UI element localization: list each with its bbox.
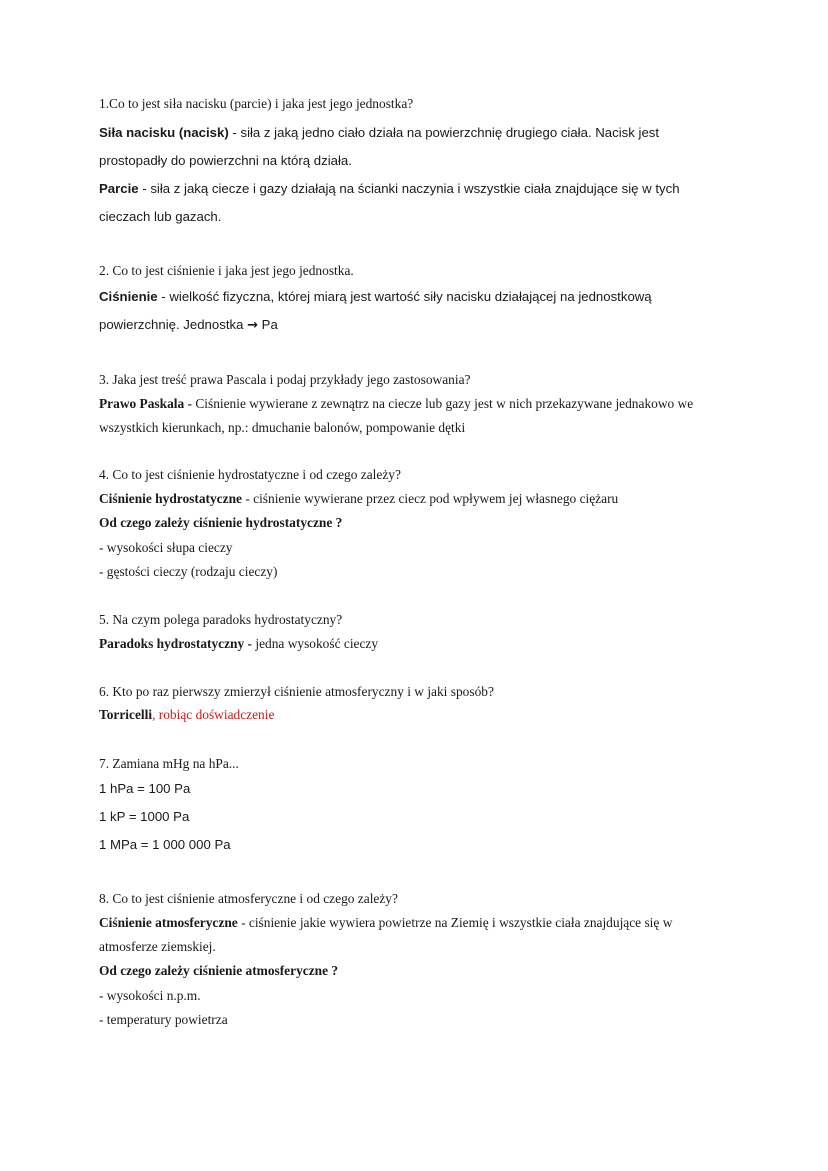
answer-1-line-4: cieczach lub gazach. <box>99 209 222 224</box>
answer-3-line-2: wszystkich kierunkach, np.: dmuchanie balonów, pompowanie dętki <box>99 420 466 435</box>
question-1: 1.Co to jest siła nacisku (parcie) i jaka jest jego jednostka? <box>99 96 414 111</box>
question-3: 3. Jaka jest treść prawa Pascala i podaj przykłady jego zastosowania? <box>99 372 471 387</box>
question-5: 5. Na czym polega paradoks hydrostatyczny? <box>99 612 343 627</box>
term-cisnienie-atmosferyczne: Ciśnienie atmosferyczne <box>99 915 238 930</box>
answer-2-line-1 <box>99 289 652 304</box>
subheading-text: Od czego zależy ciśnienie atmosferyczne ? <box>99 963 339 978</box>
term-prawo-paskala: Prawo Paskala - <box>99 396 192 411</box>
definition-text: - siła z jaką ciecze i gazy działają na ścianki naczynia i wszystkie ciała znajdujące się w tych <box>138 181 680 196</box>
conversion-line: 1 kP = 1000 Pa <box>99 809 190 824</box>
answer-8-line-1 <box>99 915 672 931</box>
conversion-line: 1 hPa = 100 Pa <box>99 781 191 796</box>
arrow-right-icon: → <box>247 318 258 333</box>
conversion-line: 1 MPa = 1 000 000 Pa <box>99 837 231 852</box>
answer-3-line-1 <box>99 396 693 412</box>
answer-1-line-1 <box>99 125 659 140</box>
answer-1-line-2: prostopadły do powierzchni na którą działa. <box>99 153 352 168</box>
definition-text: - wielkość fizyczna, której miarą jest wartość siły nacisku działającej na jednostkową <box>157 289 652 304</box>
unit-pa: Pa <box>257 317 278 332</box>
question-7: 7. Zamiana mHg na hPa... <box>99 756 239 771</box>
answer-4-line-1 <box>99 491 618 507</box>
definition-text: Ciśnienie wywierane z zewnątrz na ciecze lub gazy jest w nich przekazywane jednakowo we <box>191 396 694 411</box>
list-item: - wysokości n.p.m. <box>99 988 201 1003</box>
answer-8-line-2: atmosferze ziemskiej. <box>99 939 216 954</box>
subheading-hydrostatyczne <box>99 515 342 531</box>
comma: , <box>152 707 159 722</box>
term-paradoks: Paradoks hydrostatyczny - <box>99 636 253 651</box>
definition-text: - ciśnienie wywierane przez ciecz pod wpływem jej własnego ciężaru <box>241 491 619 506</box>
question-4: 4. Co to jest ciśnienie hydrostatyczne i od czego zależy? <box>99 467 401 482</box>
answer-red-text: robiąc doświadczenie <box>158 707 275 722</box>
term-cisnienie: Ciśnienie <box>99 289 158 304</box>
answer-1-line-3 <box>99 181 680 196</box>
subheading-atmosferyczne <box>99 963 338 979</box>
definition-text: - siła z jaką jedno ciało działa na powierzchnię drugiego ciała. Nacisk jest <box>228 125 660 140</box>
term-parcie: Parcie <box>99 181 139 196</box>
list-item: - temperatury powietrza <box>99 1012 228 1027</box>
answer-6 <box>99 707 274 723</box>
question-2: 2. Co to jest ciśnienie i jaka jest jego jednostka. <box>99 263 354 278</box>
answer-5 <box>99 636 378 652</box>
question-6: 6. Kto po raz pierwszy zmierzył ciśnienie atmosferyczny i w jaki sposób? <box>99 684 494 699</box>
list-item: - wysokości słupa cieczy <box>99 540 233 555</box>
term-sila-nacisku: Siła nacisku (nacisk) <box>99 125 229 140</box>
definition-text: jedna wysokość cieczy <box>252 636 379 651</box>
definition-text: powierzchnię. Jednostka <box>99 317 248 332</box>
subheading-text: Od czego zależy ciśnienie hydrostatyczne ? <box>99 515 343 530</box>
definition-text: - ciśnienie jakie wywiera powietrze na Ziemię i wszystkie ciała znajdujące się w <box>237 915 673 930</box>
answer-2-line-2 <box>99 317 278 333</box>
question-8: 8. Co to jest ciśnienie atmosferyczne i od czego zależy? <box>99 891 398 906</box>
list-item: - gęstości cieczy (rodzaju cieczy) <box>99 564 278 579</box>
term-cisnienie-hydrostatyczne: Ciśnienie hydrostatyczne <box>99 491 242 506</box>
term-torricelli: Torricelli <box>99 707 153 722</box>
